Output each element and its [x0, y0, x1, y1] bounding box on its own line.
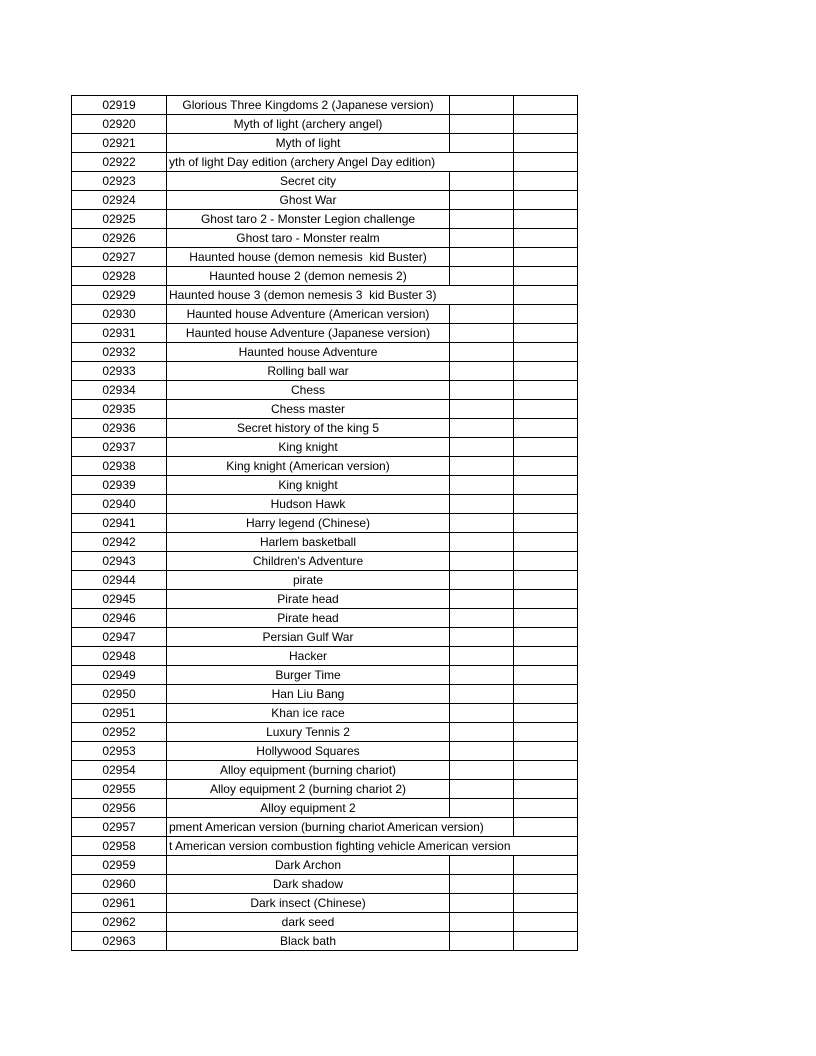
empty-cell	[514, 913, 578, 932]
table-row	[72, 761, 578, 780]
table-row	[72, 780, 578, 799]
empty-cell	[514, 476, 578, 495]
empty-cell	[450, 229, 514, 248]
title-cell: Hollywood Squares	[167, 742, 450, 761]
title-cell: Hudson Hawk	[167, 495, 450, 514]
empty-cell	[450, 609, 514, 628]
table-row	[72, 305, 578, 324]
code-cell: 02932	[72, 343, 167, 362]
games-table-body	[72, 96, 578, 951]
code-cell: 02938	[72, 457, 167, 476]
code-cell: 02922	[72, 153, 167, 172]
empty-cell	[450, 438, 514, 457]
empty-cell	[514, 134, 578, 153]
empty-cell	[450, 685, 514, 704]
title-cell: Harlem basketball	[167, 533, 450, 552]
empty-cell	[450, 267, 514, 286]
table-row	[72, 856, 578, 875]
empty-cell	[514, 248, 578, 267]
table-row	[72, 742, 578, 761]
title-cell: Haunted house Adventure (American version)	[167, 305, 450, 324]
empty-cell	[450, 799, 514, 818]
code-cell: 02924	[72, 191, 167, 210]
title-cell: Ghost War	[167, 191, 450, 210]
empty-cell	[450, 704, 514, 723]
empty-cell	[450, 571, 514, 590]
empty-cell	[514, 723, 578, 742]
empty-cell	[514, 210, 578, 229]
code-cell: 02934	[72, 381, 167, 400]
code-cell: 02936	[72, 419, 167, 438]
code-cell: 02949	[72, 666, 167, 685]
table-row	[72, 647, 578, 666]
code-cell: 02923	[72, 172, 167, 191]
empty-cell	[514, 286, 578, 305]
table-row	[72, 381, 578, 400]
title-cell: Myth of light (archery angel)	[167, 115, 450, 134]
empty-cell	[450, 419, 514, 438]
code-cell: 02957	[72, 818, 167, 837]
title-cell: Dark shadow	[167, 875, 450, 894]
empty-cell	[514, 742, 578, 761]
table-row	[72, 286, 578, 305]
table-row	[72, 913, 578, 932]
empty-cell	[514, 590, 578, 609]
title-cell: Persian Gulf War	[167, 628, 450, 647]
empty-cell	[514, 457, 578, 476]
empty-cell	[514, 229, 578, 248]
table-row	[72, 324, 578, 343]
code-cell: 02963	[72, 932, 167, 951]
code-cell: 02927	[72, 248, 167, 267]
table-row	[72, 609, 578, 628]
table-row	[72, 894, 578, 913]
title-cell: Luxury Tennis 2	[167, 723, 450, 742]
table-row	[72, 362, 578, 381]
table-row	[72, 837, 578, 856]
title-cell: King knight	[167, 476, 450, 495]
empty-cell	[514, 571, 578, 590]
table-row	[72, 476, 578, 495]
table-row	[72, 590, 578, 609]
table-row	[72, 457, 578, 476]
table-row	[72, 552, 578, 571]
code-cell: 02920	[72, 115, 167, 134]
title-cell: t American version combustion fighting vehicle American version	[167, 837, 578, 856]
code-cell: 02942	[72, 533, 167, 552]
title-cell: pirate	[167, 571, 450, 590]
title-cell: Glorious Three Kingdoms 2 (Japanese version)	[167, 96, 450, 115]
title-cell: Myth of light	[167, 134, 450, 153]
title-cell: Dark insect (Chinese)	[167, 894, 450, 913]
code-cell: 02940	[72, 495, 167, 514]
empty-cell	[514, 932, 578, 951]
code-cell: 02945	[72, 590, 167, 609]
empty-cell	[450, 495, 514, 514]
empty-cell	[514, 115, 578, 134]
empty-cell	[450, 305, 514, 324]
title-cell: Secret history of the king 5	[167, 419, 450, 438]
empty-cell	[450, 552, 514, 571]
title-cell: Secret city	[167, 172, 450, 191]
empty-cell	[450, 324, 514, 343]
code-cell: 02939	[72, 476, 167, 495]
code-cell: 02959	[72, 856, 167, 875]
empty-cell	[514, 666, 578, 685]
title-cell: Alloy equipment 2	[167, 799, 450, 818]
code-cell: 02933	[72, 362, 167, 381]
title-cell: Alloy equipment 2 (burning chariot 2)	[167, 780, 450, 799]
empty-cell	[450, 191, 514, 210]
empty-cell	[450, 628, 514, 647]
title-cell: Haunted house Adventure	[167, 343, 450, 362]
empty-cell	[514, 609, 578, 628]
table-row	[72, 571, 578, 590]
empty-cell	[450, 476, 514, 495]
code-cell: 02935	[72, 400, 167, 419]
table-row	[72, 172, 578, 191]
empty-cell	[450, 894, 514, 913]
table-row	[72, 191, 578, 210]
table-row	[72, 799, 578, 818]
title-cell: Ghost taro 2 - Monster Legion challenge	[167, 210, 450, 229]
empty-cell	[450, 115, 514, 134]
empty-cell	[450, 248, 514, 267]
title-cell: Alloy equipment (burning chariot)	[167, 761, 450, 780]
code-cell: 02948	[72, 647, 167, 666]
table-row	[72, 875, 578, 894]
table-row	[72, 96, 578, 115]
table-row	[72, 666, 578, 685]
table-row	[72, 533, 578, 552]
empty-cell	[514, 172, 578, 191]
title-cell: Children's Adventure	[167, 552, 450, 571]
code-cell: 02946	[72, 609, 167, 628]
empty-cell	[450, 647, 514, 666]
empty-cell	[514, 153, 578, 172]
empty-cell	[514, 533, 578, 552]
empty-cell	[450, 381, 514, 400]
title-cell: Rolling ball war	[167, 362, 450, 381]
table-row	[72, 115, 578, 134]
empty-cell	[514, 818, 578, 837]
title-cell: Haunted house 3 (demon nemesis 3 kid Buster 3)	[167, 286, 514, 305]
empty-cell	[514, 799, 578, 818]
table-row	[72, 153, 578, 172]
table-row	[72, 704, 578, 723]
code-cell: 02921	[72, 134, 167, 153]
empty-cell	[514, 96, 578, 115]
title-cell: Harry legend (Chinese)	[167, 514, 450, 533]
table-row	[72, 343, 578, 362]
empty-cell	[514, 438, 578, 457]
empty-cell	[450, 856, 514, 875]
code-cell: 02947	[72, 628, 167, 647]
code-cell: 02955	[72, 780, 167, 799]
table-row	[72, 400, 578, 419]
empty-cell	[514, 381, 578, 400]
table-row	[72, 267, 578, 286]
empty-cell	[514, 305, 578, 324]
empty-cell	[514, 875, 578, 894]
code-cell: 02931	[72, 324, 167, 343]
title-cell: dark seed	[167, 913, 450, 932]
games-table	[71, 95, 578, 951]
table-row	[72, 134, 578, 153]
empty-cell	[514, 647, 578, 666]
code-cell: 02954	[72, 761, 167, 780]
title-cell: pment American version (burning chariot American version)	[167, 818, 514, 837]
title-cell: Pirate head	[167, 590, 450, 609]
code-cell: 02937	[72, 438, 167, 457]
empty-cell	[514, 780, 578, 799]
empty-cell	[450, 590, 514, 609]
empty-cell	[514, 343, 578, 362]
title-cell: Ghost taro - Monster realm	[167, 229, 450, 248]
table-row	[72, 932, 578, 951]
title-cell: Han Liu Bang	[167, 685, 450, 704]
empty-cell	[450, 172, 514, 191]
empty-cell	[514, 191, 578, 210]
empty-cell	[450, 514, 514, 533]
empty-cell	[514, 628, 578, 647]
title-cell: Hacker	[167, 647, 450, 666]
table-row	[72, 818, 578, 837]
table-row	[72, 514, 578, 533]
title-cell: Haunted house (demon nemesis kid Buster)	[167, 248, 450, 267]
code-cell: 02944	[72, 571, 167, 590]
empty-cell	[450, 742, 514, 761]
empty-cell	[514, 704, 578, 723]
empty-cell	[450, 666, 514, 685]
code-cell: 02943	[72, 552, 167, 571]
table-row	[72, 229, 578, 248]
title-cell: Chess master	[167, 400, 450, 419]
table-row	[72, 419, 578, 438]
title-cell: King knight	[167, 438, 450, 457]
code-cell: 02941	[72, 514, 167, 533]
code-cell: 02961	[72, 894, 167, 913]
code-cell: 02925	[72, 210, 167, 229]
title-cell: yth of light Day edition (archery Angel Day edition)	[167, 153, 514, 172]
table-row	[72, 248, 578, 267]
title-cell: Pirate head	[167, 609, 450, 628]
empty-cell	[514, 419, 578, 438]
empty-cell	[514, 400, 578, 419]
empty-cell	[450, 533, 514, 552]
code-cell: 02926	[72, 229, 167, 248]
empty-cell	[450, 913, 514, 932]
title-cell: Haunted house 2 (demon nemesis 2)	[167, 267, 450, 286]
empty-cell	[450, 400, 514, 419]
code-cell: 02952	[72, 723, 167, 742]
title-cell: Dark Archon	[167, 856, 450, 875]
table-row	[72, 685, 578, 704]
empty-cell	[514, 552, 578, 571]
empty-cell	[450, 457, 514, 476]
code-cell: 02953	[72, 742, 167, 761]
empty-cell	[450, 780, 514, 799]
code-cell: 02960	[72, 875, 167, 894]
code-cell: 02928	[72, 267, 167, 286]
title-cell: Chess	[167, 381, 450, 400]
empty-cell	[450, 96, 514, 115]
code-cell: 02958	[72, 837, 167, 856]
code-cell: 02929	[72, 286, 167, 305]
table-row	[72, 438, 578, 457]
table-row	[72, 495, 578, 514]
title-cell: Haunted house Adventure (Japanese version)	[167, 324, 450, 343]
code-cell: 02950	[72, 685, 167, 704]
code-cell: 02919	[72, 96, 167, 115]
code-cell: 02930	[72, 305, 167, 324]
table-row	[72, 723, 578, 742]
empty-cell	[514, 324, 578, 343]
empty-cell	[514, 514, 578, 533]
empty-cell	[450, 362, 514, 381]
code-cell: 02962	[72, 913, 167, 932]
empty-cell	[450, 343, 514, 362]
empty-cell	[514, 761, 578, 780]
empty-cell	[514, 495, 578, 514]
title-cell: Burger Time	[167, 666, 450, 685]
table-row	[72, 628, 578, 647]
empty-cell	[450, 875, 514, 894]
title-cell: Black bath	[167, 932, 450, 951]
empty-cell	[450, 723, 514, 742]
table-row	[72, 210, 578, 229]
empty-cell	[450, 932, 514, 951]
title-cell: Khan ice race	[167, 704, 450, 723]
code-cell: 02956	[72, 799, 167, 818]
empty-cell	[514, 362, 578, 381]
empty-cell	[514, 685, 578, 704]
empty-cell	[450, 761, 514, 780]
empty-cell	[514, 267, 578, 286]
empty-cell	[514, 856, 578, 875]
empty-cell	[450, 134, 514, 153]
empty-cell	[450, 210, 514, 229]
empty-cell	[514, 894, 578, 913]
code-cell: 02951	[72, 704, 167, 723]
title-cell: King knight (American version)	[167, 457, 450, 476]
